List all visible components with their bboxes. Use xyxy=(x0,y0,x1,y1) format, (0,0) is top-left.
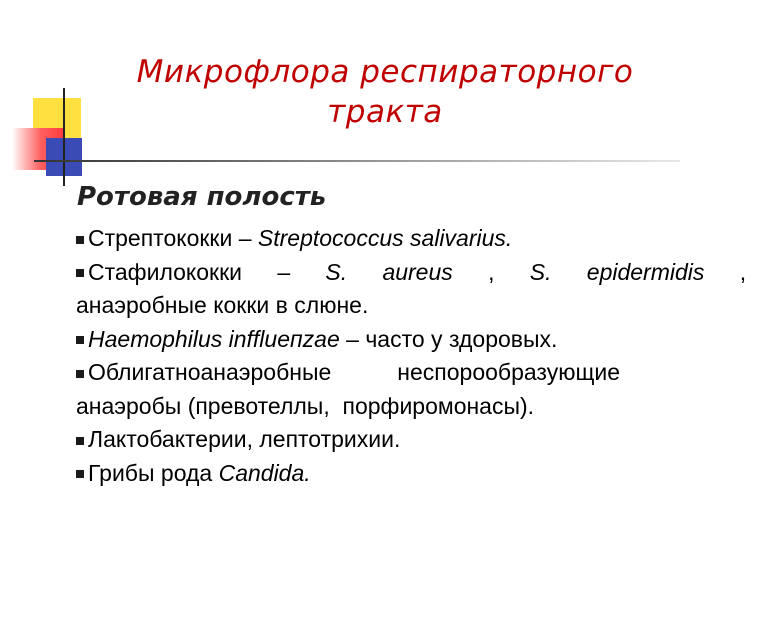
decor-vertical-line xyxy=(63,88,65,186)
item-latin: Candida. xyxy=(218,459,311,486)
list-item-staphylococci-cont: анаэробные кокки в слюне. xyxy=(76,292,369,318)
list-item-lactobacteria xyxy=(76,423,746,457)
square-bullet-icon xyxy=(76,470,84,478)
list-item-staphylococci xyxy=(76,256,746,290)
item-latin: aureus xyxy=(382,258,453,285)
item-text: Стрептококки – xyxy=(88,225,252,251)
bullet-list xyxy=(76,222,746,490)
item-latin: Streptococcus salivarius. xyxy=(257,225,513,251)
title-line-1: Микрофлора респираторного xyxy=(136,54,634,90)
item-latin: S. xyxy=(529,258,552,285)
item-latin: epidermidis xyxy=(586,258,705,285)
square-bullet-icon xyxy=(76,269,84,277)
decor-horizontal-rule xyxy=(34,160,680,162)
list-item-anaerobes xyxy=(76,356,746,390)
item-text: Лактобактерии, лептотрихии. xyxy=(88,426,401,452)
square-bullet-icon xyxy=(76,370,84,378)
item-text: Грибы рода xyxy=(88,459,213,486)
square-bullet-icon xyxy=(76,336,84,344)
square-bullet-icon xyxy=(76,236,84,244)
list-item-candida xyxy=(76,457,746,491)
item-word: Облигатноанаэробные xyxy=(88,359,332,385)
square-bullet-icon xyxy=(76,437,84,445)
list-item-streptococci xyxy=(76,222,746,256)
section-subtitle: Ротовая полость xyxy=(77,182,327,212)
item-latin: Haemophilus infflueпzae xyxy=(88,325,340,352)
item-word: неспорообразующие xyxy=(397,359,621,385)
list-item-anaerobes-cont: анаэробы (превотеллы, порфиромонасы). xyxy=(76,392,535,419)
item-text: – часто у здоровых. xyxy=(346,325,558,352)
slide-title xyxy=(90,52,680,132)
item-latin: S. xyxy=(325,258,348,285)
title-line-2: тракта xyxy=(327,94,443,130)
item-word: Стафилококки xyxy=(88,258,243,285)
item-word: , xyxy=(739,258,747,285)
list-item-haemophilus xyxy=(76,323,746,357)
item-word: , xyxy=(488,258,495,285)
item-word: – xyxy=(277,258,291,285)
